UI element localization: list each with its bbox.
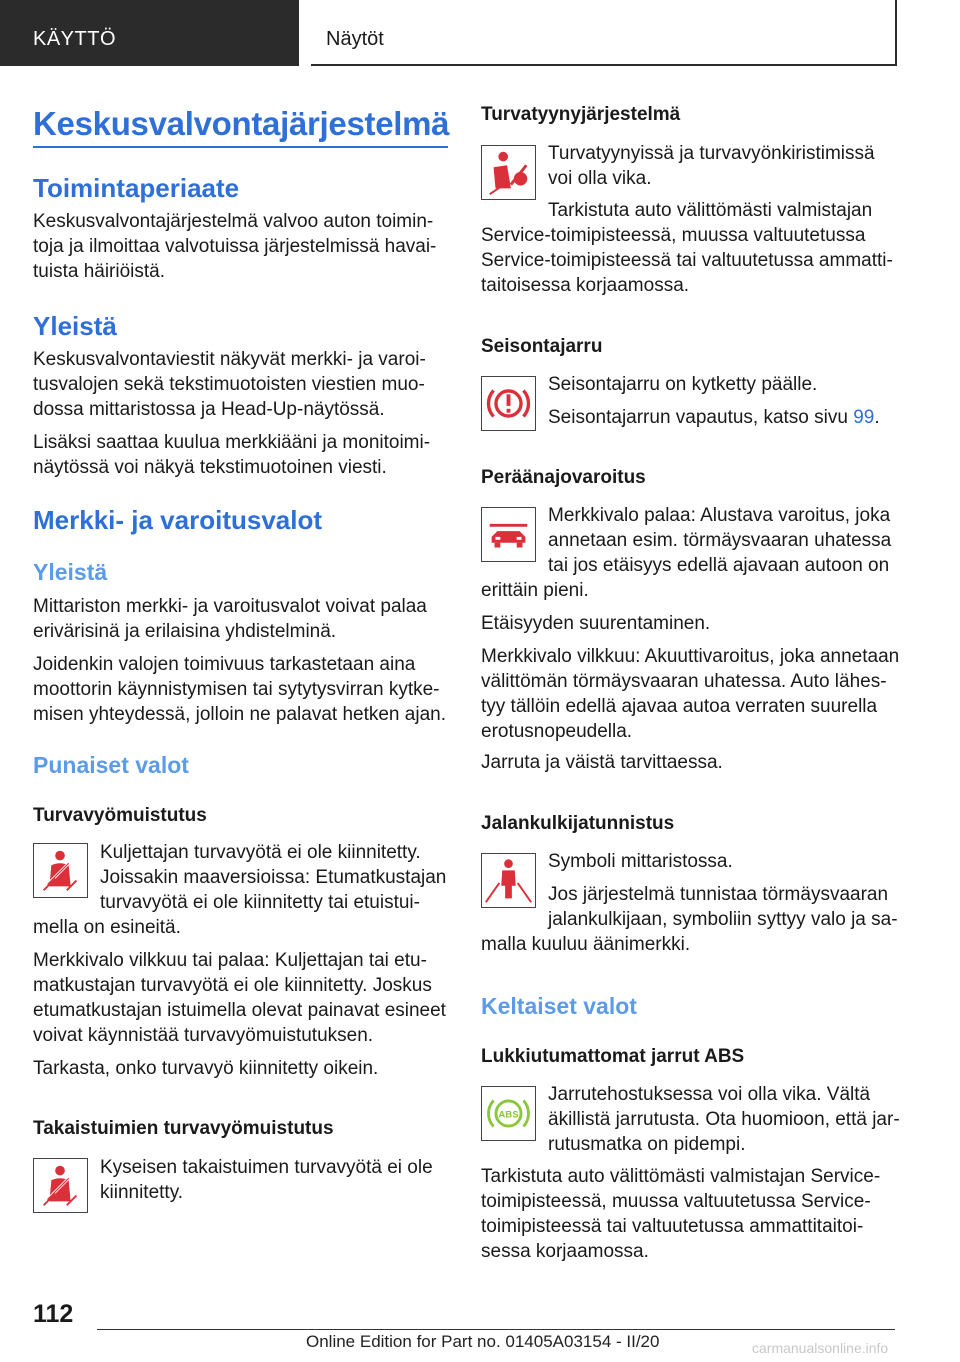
airbag-heading: Turvatyynyjärjestelmä — [481, 104, 681, 125]
lights-text-2: Joidenkin valojen toimivuus tarkastetaan aina moottorin käynnistymisen tai sytytysvirran kytke- misen yhteydessä, jolloin ne palavat hetken ajan. — [33, 654, 446, 725]
collision-text-1: Merkkivalo palaa: Alustava varoitus, joka annetaan esim. törmäysvaaran uhatessa tai jos etäisyys edellä ajavaan autoon on — [548, 505, 892, 576]
collision-text-3: Merkkivalo vilkkuu: Akuuttivaroitus, joka annetaan välittömän törmäysvaaran uhatessa. Auto lähes- tyy tällöin edellä ajavaa autoa verraten suurella erotusnopeudella. — [481, 646, 900, 742]
rear-seatbelt-text: Kyseisen takaistuimen turvavyötä ei ole kiinnitetty. — [100, 1157, 433, 1203]
lights-subheading: Yleistä — [33, 559, 108, 585]
section-tab — [0, 0, 299, 66]
abs-text-1: Jarrutehostuksessa voi olla vika. Vältä äkillistä jarrutusta. Ota huomioon, että jar- rutusmatka on pidempi. — [548, 1084, 900, 1155]
subsection-tab — [311, 0, 897, 66]
watermark: carmanualsonline.info — [752, 1340, 889, 1356]
pedestrian-text-1: Symboli mittaristossa. — [548, 851, 733, 872]
abs-icon-text: ABS — [498, 1109, 519, 1121]
pedestrian-heading: Jalankulkijatunnistus — [481, 813, 675, 834]
seatbelt-text-2: Merkkivalo vilkkuu tai palaa: Kuljettajan tai etu- matkustajan turvavyötä ei ole kiinnitetty. Joskus etumatkustajan istuimella olevat painavat esineet voivat käynnistää turvavyömuistutuksen. — [33, 950, 446, 1046]
car-collision-icon — [481, 507, 536, 562]
collision-text-4: Jarruta ja väistä tarvittaessa. — [481, 752, 723, 773]
section-label: KÄYTTÖ — [33, 28, 117, 50]
airbag-icon — [481, 145, 536, 200]
title-rule — [33, 146, 448, 148]
abs-heading: Lukkiutumattomat jarrut ABS — [481, 1046, 745, 1067]
page-link[interactable]: 99 — [853, 407, 875, 428]
general-text-1: Keskusvalvontaviestit näkyvät merkki- ja varoi- tusvalojen sekä tekstimuotoisten viestien muo- dossa mittaristossa ja Head-Up-näytössä. — [33, 349, 426, 420]
general-text-2: Lisäksi saattaa kuulua merkkiääni ja monitoimi- näytössä voi näkyä tekstimuotoinen viesti. — [33, 432, 431, 478]
pedestrian-icon — [481, 853, 536, 908]
airbag-text-2-start: Tarkistuta auto välittömästi valmistajan — [548, 200, 873, 221]
seatbelt-text-1-end: mella on esineitä. — [33, 917, 181, 938]
parking-brake-text-1: Seisontajarru on kytketty päälle. — [548, 374, 818, 395]
seatbelt-text-3: Tarkasta, onko turvavyö kiinnitetty oikein. — [33, 1058, 379, 1079]
abs-text-2: Tarkistuta auto välittömästi valmistajan Service- toimipisteessä, muussa valtuutetussa Service- toimipisteessä tai valtuutetussa ammattitaitoi- sessa korjaamossa. — [481, 1166, 881, 1262]
general-heading: Yleistä — [33, 311, 117, 341]
seatbelt-text-1: Kuljettajan turvavyötä ei ole kiinnitetty. Joissakin maaversioissa: Etumatkustajan turvavyötä ei ole kiinnitetty tai etuistui- — [100, 842, 447, 913]
parking-brake-text-2: Seisontajarrun vapautus, katso sivu 99. — [548, 407, 880, 428]
red-lights-heading: Punaiset valot — [33, 752, 189, 778]
yellow-lights-heading: Keltaiset valot — [481, 993, 637, 1019]
collision-heading: Peräänajovaroitus — [481, 467, 646, 488]
page-number: 112 — [33, 1300, 74, 1328]
rear-seatbelt-icon — [33, 1158, 88, 1213]
seatbelt-icon — [33, 843, 88, 898]
subsection-label: Näytöt — [326, 28, 384, 50]
parking-brake-icon — [481, 376, 536, 431]
pedestrian-text-2-end: malla kuuluu äänimerkki. — [481, 934, 691, 955]
lights-text-1: Mittariston merkki- ja varoitusvalot voivat palaa erivärisinä ja erilaisina yhdistelminä. — [33, 596, 427, 642]
lights-heading: Merkki- ja varoitusvalot — [33, 505, 322, 535]
principle-heading: Toimintaperiaate — [33, 173, 240, 203]
collision-text-2: Etäisyyden suurentaminen. — [481, 613, 711, 634]
page-title: Keskusvalvontajärjestelmä — [33, 105, 450, 142]
footer-rule — [97, 1329, 895, 1330]
principle-text: Keskusvalvontajärjestelmä valvoo auton toimin- toja ja ilmoittaa valvotuissa järjestelmissä havai- tuista häiriöistä. — [33, 211, 437, 282]
collision-text-1-end: erittäin pieni. — [481, 580, 589, 601]
airbag-text-1: Turvatyynyissä ja turvavyönkiristimissä voi olla vika. — [548, 143, 875, 189]
seatbelt-heading: Turvavyömuistutus — [33, 805, 207, 826]
parking-brake-heading: Seisontajarru — [481, 336, 603, 357]
rear-seatbelt-heading: Takaistuimien turvavyömuistutus — [33, 1118, 334, 1139]
edition-text: Online Edition for Part no. 01405A03154 - II/20 — [306, 1332, 660, 1351]
pedestrian-text-2: Jos järjestelmä tunnistaa törmäysvaaran jalankulkijaan, symboliin syttyy valo ja sa- — [548, 884, 898, 930]
airbag-text-2: Service-toimipisteessä, muussa valtuutetussa Service-toimipisteessä tai valtuutetussa ammatti- taitoisessa korjaamossa. — [481, 225, 893, 296]
abs-icon — [481, 1086, 536, 1141]
